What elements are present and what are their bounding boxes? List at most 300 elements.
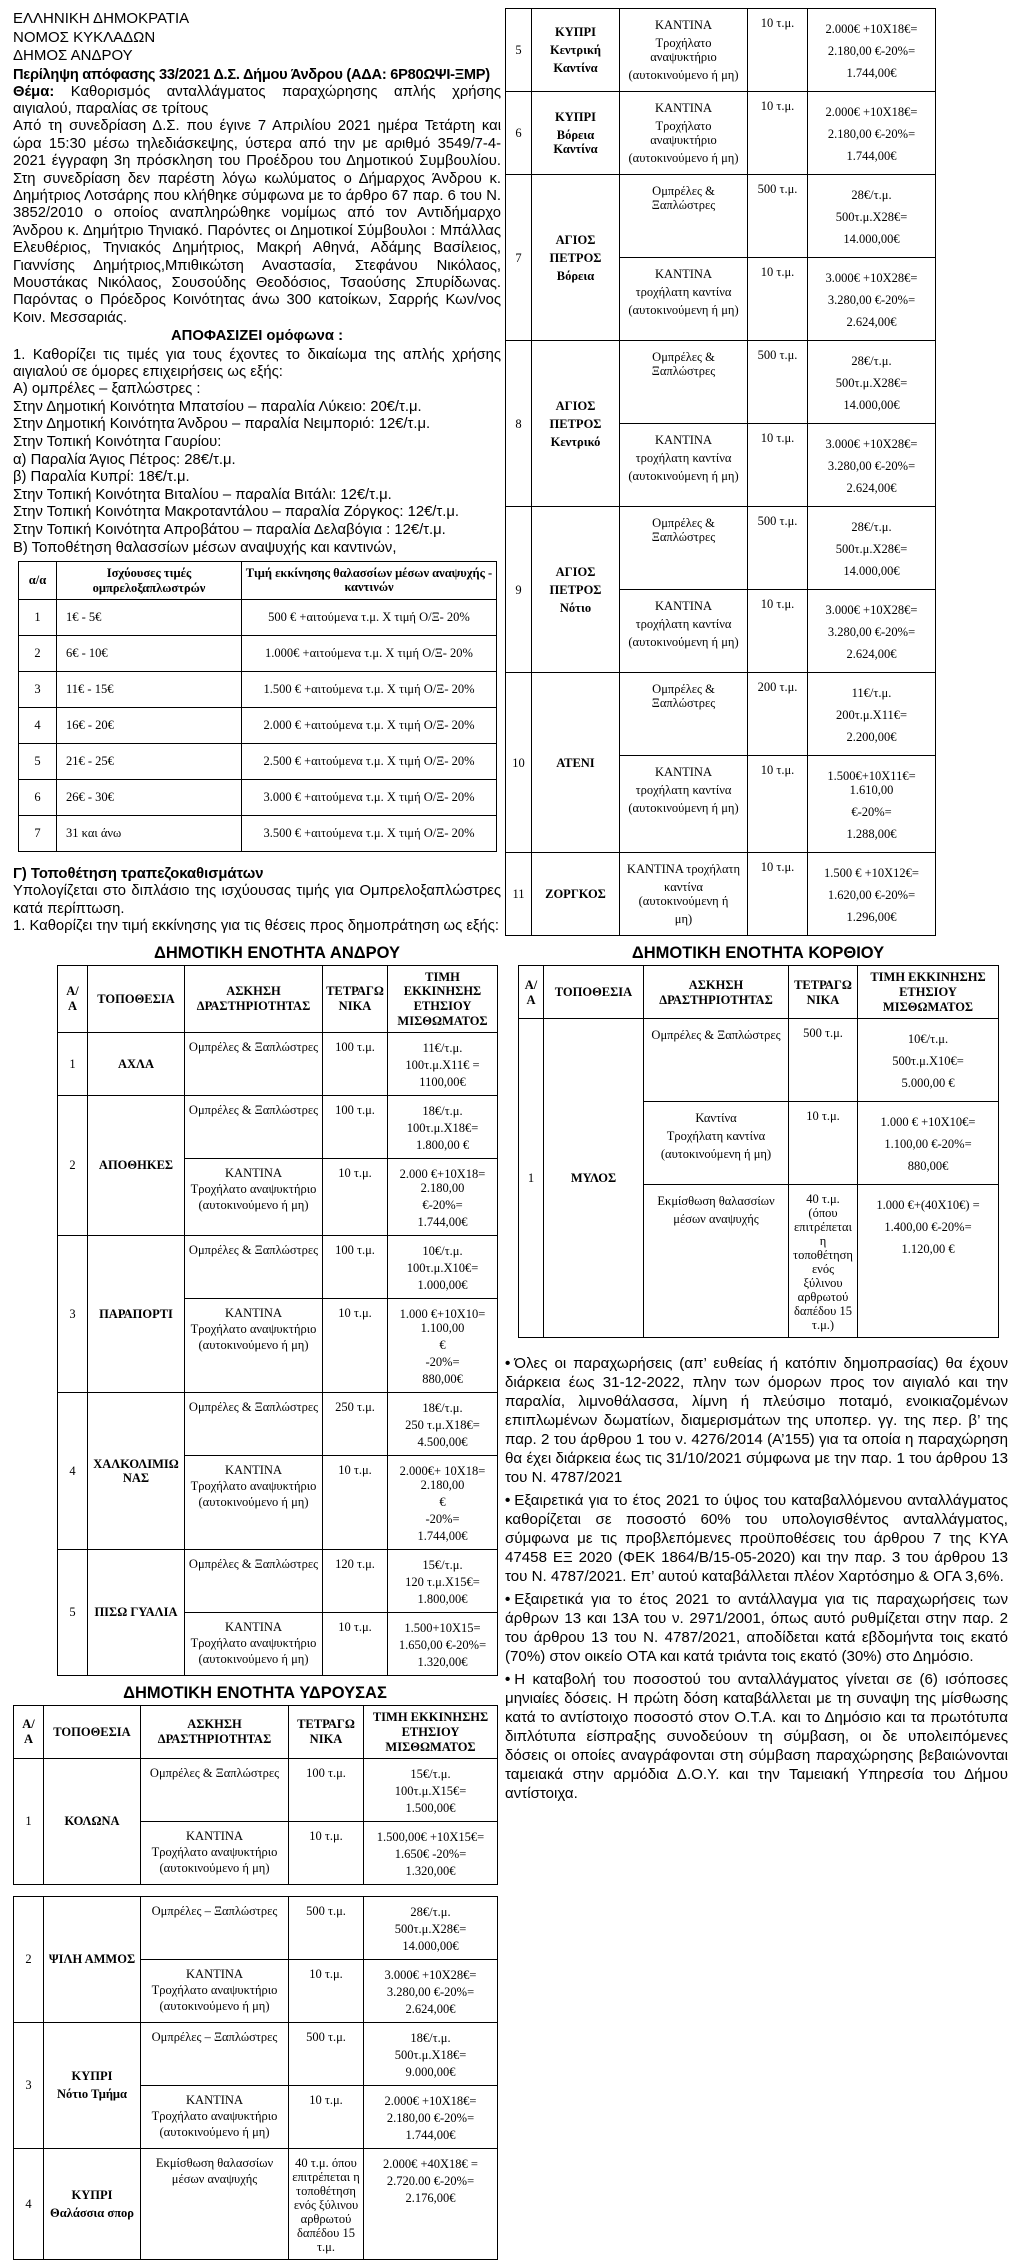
- section-c-item: 1. Καθορίζει την τιμή εκκίνησης για τις θέσεις προς δημοπράτηση ως εξής:: [13, 918, 500, 935]
- price-line: 1.744,00€: [846, 66, 897, 80]
- price-cell: [364, 1821, 498, 1884]
- table-row: [506, 853, 936, 936]
- price-range-cell: 31 και άνω: [57, 815, 242, 851]
- row-number-cell: 6: [506, 92, 532, 175]
- price-line: 10€/τ.μ.: [422, 1243, 463, 1258]
- price-line: 1100,00€: [419, 1074, 466, 1089]
- activity-cell: [185, 1158, 323, 1235]
- note-text: Η καταβολή του ποσοστού του ανταλλάγματος γίνεται σε (6) ισόποσες μηνιαίες δόσεις. Η πρώτη δόση καταβάλλεται με τη συναψη της μίσθωσης κατά το αντίστοιχο ποσοστό στον Ο.Τ.Α. και το Δημόσιο και τα πρωτότυπα διπλότυπα είσπραξης συνοδεύουν τη σύμβαση, οι δε υπολειπόμενες δόσεις οι οποίες αναγράφονται στη σύμβαση παραχώρησης βεβαιώνονται ταμειακά στην αρμόδια Δ.Ο.Υ. και την Ταμειακή Υπηρεσία του Δήμου αντίστοιχα.: [505, 1671, 1008, 1802]
- price-range-cell: 26€ - 30€: [57, 779, 242, 815]
- location-line: Βόρεια Καντίνα: [553, 128, 598, 156]
- price-line: 14.000,00€: [843, 232, 900, 246]
- location-line: Καντίνα: [553, 61, 598, 75]
- table-header: [519, 966, 999, 1019]
- korthiou-section: [518, 944, 998, 1338]
- area-cell: [748, 341, 808, 424]
- note-text: Εξαιρετικά για το έτος 2021 το ύψος του καταβαλλόμενου ανταλλάγματος καθορίζεται σε ποσοστό 60% του υπολογισθέντος ανταλλάγματος, σύμφωνα με τις προβλεπόμενες προϋποθέσεις του άρθρου 7 της ΚΥΑ 47458 ΕΞ 2020 (ΦΕΚ 1864/Β/15-05-2020) και την παρ. 3 του άρθρου 13 του Ν. 4787/2021. Επ’ αυτού καταβάλλεται πλέον Χαρτόσημο & ΟΓΑ 3,6%.: [505, 1492, 1008, 1585]
- price-line: 2.000€+ 10Χ18= 2.180,00: [399, 1463, 486, 1492]
- activity-cell: [620, 341, 748, 424]
- header-line: ΤΙΜΗ ΕΚΚΙΝΗΣΗΣ: [870, 970, 986, 984]
- agency-line: ΔΗΜΟΣ ΑΝΔΡΟΥ: [13, 47, 133, 64]
- price-line: 28€/τ.μ.: [851, 354, 892, 368]
- price-range-cell: 1€ - 5€: [57, 599, 242, 635]
- row-number-cell: 6: [19, 779, 57, 815]
- price-line: 1.000 €+10Χ10= 1.100,00: [399, 1306, 486, 1335]
- header-line: ΔΡΑΣΤΗΡΙΟΤΗΤΑΣ: [196, 999, 311, 1014]
- price-line: 1.620,00 €-20%=: [827, 888, 916, 902]
- note-text: Όλες οι παραχωρήσεις (απ’ ευθείας ή κατόπιν δημοπρασίας) θα έχουν διάρκεια έως 31-12-2022, πλην των όμορων προς τον αιγιαλό και την παραλία, λιμνοθάλασσα, λίμνη ή πλεύσιμο ποταμό, ενοικιαζομένων επιπλωμένων δωματίων, διαμερισμάτων της υποπερ. γγ. της περ. β’ της παρ. 2 του άρθρου 1 του ν. 4276/2014 (Α’155) για τα οποία η παραχώρηση θα έχει διάρκεια έως τις 31/10/2021 σύμφωνα με την παρ. 1 του άρθρου 13 του Ν. 4787/2021: [505, 1355, 1008, 1486]
- column-header: [185, 965, 323, 1032]
- column-header: [519, 966, 544, 1019]
- price-line: 1.000,00€: [417, 1277, 468, 1292]
- row-number-cell: 4: [19, 707, 57, 743]
- area-cell: [289, 2085, 364, 2148]
- location-line: Νότιο Τμήμα: [56, 2087, 127, 2102]
- price-line: 28€/τ.μ.: [851, 520, 892, 534]
- price-line: 500τ.μ.Χ28€=: [835, 376, 908, 390]
- note-paragraph: [505, 1491, 1008, 1586]
- table-row: [58, 1235, 498, 1298]
- header-line: Ισχύουσες τιμές: [106, 565, 192, 580]
- price-line: 1.800,00 €: [415, 1137, 470, 1152]
- area-line: 10 τ.μ.: [338, 1462, 372, 1477]
- price-range-cell: 21€ - 25€: [57, 743, 242, 779]
- activity-line: (αυτοκινούμενο ή μη): [159, 2124, 270, 2139]
- column-header: [544, 966, 644, 1019]
- price-line: €: [439, 1337, 446, 1352]
- activity-cell: [620, 853, 748, 936]
- area-cell: [748, 853, 808, 936]
- area-line: 10 τ.μ.: [309, 1966, 343, 1981]
- area-cell: [748, 424, 808, 507]
- table-row: [58, 1549, 498, 1612]
- price-line: 2.000€ +10Χ18€=: [825, 22, 918, 36]
- price-cell: [364, 1758, 498, 1821]
- price-range-cell: 6€ - 10€: [57, 635, 242, 671]
- price-cell: [858, 1185, 999, 1338]
- header-line: ΕΤΗΣΙΟΥ: [413, 998, 472, 1013]
- activity-line: ΚΑΝΤΙΝΑ: [225, 1165, 282, 1180]
- activity-cell: [141, 1758, 289, 1821]
- price-line: 14.000,00€: [402, 1938, 459, 1953]
- location-line: ΠΙΣΩ ΓΥΑΛΙΑ: [94, 1605, 178, 1620]
- bullet-icon: •: [505, 1355, 511, 1372]
- area-cell: [289, 2148, 364, 2259]
- price-line: 3.000€ +10Χ28€=: [384, 1967, 477, 1982]
- column-header: [242, 561, 497, 599]
- price-line: 100τ.μ.Χ11€ =: [405, 1057, 480, 1072]
- price-line: 500τ.μ.Χ18€=: [394, 2047, 467, 2062]
- table-row: [506, 92, 936, 175]
- header-line: Α: [67, 999, 78, 1014]
- header-line: Α: [526, 992, 536, 1007]
- row-number-cell: 11: [506, 853, 532, 936]
- location-line: Κεντρική: [549, 43, 601, 57]
- price-line: 1.650€ -20%=: [394, 1846, 467, 1861]
- area-cell: [289, 2022, 364, 2085]
- activity-line: ΚΑΝΤΙΝΑ: [655, 765, 712, 779]
- activity-line: (αυτοκινούμενο ή μη): [198, 1337, 309, 1352]
- area-cell: [289, 1959, 364, 2022]
- price-line: 2.624,00€: [846, 315, 897, 329]
- section-c-title: Γ) Τοποθέτηση τραπεζοκαθισμάτων: [13, 865, 264, 882]
- ydrousas-section-title: ΔΗΜΟΤΙΚΗ ΕΝΟΤΗΤΑ ΥΔΡΟΥΣΑΣ: [123, 1683, 387, 1702]
- location-cell: [532, 673, 620, 853]
- header-line: Α/: [22, 1717, 35, 1732]
- header-line: ΤΟΠΟΘΕΣΙΑ: [554, 985, 633, 999]
- location-cell: [532, 175, 620, 341]
- price-cell: [388, 1158, 498, 1235]
- decision-intro: 1. Καθορίζει τις τιμές για τους έχοντες το δικαίωμα της απλής χρήσης αιγιαλού σε όμορες επιχειρήσεις ως εξής:: [13, 346, 501, 380]
- activity-line: ΚΑΝΤΙΝΑ τροχήλατη: [626, 862, 741, 876]
- price-cell: [858, 1102, 999, 1185]
- table-row: [519, 1019, 999, 1102]
- table-row: [19, 707, 497, 743]
- table-row: [58, 1095, 498, 1158]
- area-cell: [323, 1235, 388, 1298]
- activity-line: Τροχήλατο αναψυκτήριο: [190, 1321, 317, 1336]
- list-item: Στην Δημοτική Κοινότητα Άνδρου – παραλία Νειμποριό: 12€/τ.μ.: [13, 416, 431, 433]
- price-table: [18, 561, 497, 852]
- location-line: ΚΥΠΡΙ: [555, 110, 596, 124]
- table-row: [506, 673, 936, 756]
- column-header: [644, 966, 789, 1019]
- korthiou-section-title: ΔΗΜΟΤΙΚΗ ΕΝΟΤΗΤΑ ΚΟΡΘΙΟΥ: [631, 944, 885, 962]
- price-line: €: [439, 1494, 446, 1509]
- activity-line: Ομπρέλες – Ξαπλώστρες: [151, 2029, 278, 2044]
- price-line: 1.000 € +10Χ10€=: [880, 1115, 976, 1129]
- activity-line: Τροχήλατο αναψυκτήριο: [190, 1635, 317, 1650]
- location-cell: [88, 1095, 185, 1235]
- price-line: 14.000,00€: [843, 398, 900, 412]
- header-row: [19, 561, 497, 599]
- price-cell: [388, 1095, 498, 1158]
- activity-cell: [185, 1392, 323, 1455]
- price-line: 1.120,00 €: [901, 1242, 955, 1256]
- price-line: 500τ.μ.Χ10€=: [892, 1054, 964, 1068]
- activity-cell: [620, 424, 748, 507]
- starting-price-cell: 2.000 € +αιτούμενα τ.μ. Χ τιμή Ο/Ξ- 20%: [242, 707, 497, 743]
- location-cell: [44, 2022, 141, 2148]
- header-line: ΤΟΠΟΘΕΣΙΑ: [53, 1724, 131, 1739]
- column-header: [88, 965, 185, 1032]
- table-row: [19, 815, 497, 851]
- header-row: [14, 1705, 498, 1758]
- continuation-table: [505, 8, 935, 936]
- activity-line: ΚΑΝΤΙΝΑ: [655, 267, 712, 281]
- price-line: 2.180,00 €-20%=: [386, 2110, 475, 2125]
- activity-line: ΚΑΝΤΙΝΑ: [655, 599, 712, 613]
- price-line: 18€/τ.μ.: [422, 1103, 463, 1118]
- location-line: ΠΕΤΡΟΣ: [549, 250, 602, 265]
- area-cell: [748, 507, 808, 590]
- activity-cell: [185, 1549, 323, 1612]
- activity-cell: [644, 1019, 789, 1102]
- activity-line: Εκμίσθωση θαλασσίων: [155, 2155, 274, 2170]
- location-cell: [88, 1392, 185, 1549]
- activity-line: (αυτοκινούμενο ή μη): [159, 1998, 270, 2013]
- row-number-cell: 1: [14, 1758, 44, 1884]
- area-line: 10 τ.μ.: [806, 1109, 840, 1123]
- section-a-list: [13, 399, 501, 540]
- decision-summary-title: Περίληψη απόφασης 33/2021 Δ.Σ. Δήμου Άνδρου (ΑΔΑ: 6Ρ80ΩΨΙ-ΞΜΡ): [13, 66, 490, 83]
- price-line: 2.000€ +10Χ18€=: [384, 2093, 477, 2108]
- price-range-cell: 11€ - 15€: [57, 671, 242, 707]
- notes-list: [505, 1354, 1008, 1803]
- activity-line: Ομπρέλες & Ξαπλώστρες: [651, 184, 716, 212]
- price-line: 3.280,00 €-20%=: [827, 625, 916, 639]
- activity-line: ΚΑΝΤΙΝΑ: [655, 18, 712, 32]
- list-item: α) Παραλία Άγιος Πέτρος: 28€/τ.μ.: [13, 451, 236, 468]
- agency-line: ΕΛΛΗΝΙΚΗ ΔΗΜΟΚΡΑΤΙΑ: [13, 10, 190, 27]
- activity-cell: [141, 2085, 289, 2148]
- price-line: 15€/τ.μ.: [422, 1557, 463, 1572]
- table-row: [506, 507, 936, 590]
- activity-line: Ομπρέλες & Ξαπλώστρες: [188, 1102, 319, 1117]
- area-line: 100 τ.μ.: [335, 1102, 375, 1117]
- area-cell: [748, 673, 808, 756]
- andros-table: [57, 965, 497, 1676]
- header-line: ΤΕΤΡΑΓΩ: [297, 1717, 355, 1732]
- price-line: 120 τ.μ.Χ15€=: [405, 1574, 480, 1589]
- price-line: 9.000,00€: [405, 2064, 456, 2079]
- price-line: 500τ.μ.Χ28€=: [835, 210, 908, 224]
- location-line: ΚΥΠΡΙ: [555, 25, 596, 39]
- price-line: 1.744,00€: [846, 149, 897, 163]
- location-line: ΑΓΙΟΣ: [555, 564, 596, 579]
- activity-line: (αυτοκινούμενο ή μη): [198, 1494, 309, 1509]
- area-line: 10 τ.μ.: [760, 763, 795, 777]
- decision-heading: ΑΠΟΦΑΣΙΖΕΙ ομόφωνα :: [170, 328, 343, 345]
- price-cell: [388, 1298, 498, 1392]
- activity-line: ΚΑΝΤΙΝΑ: [225, 1305, 282, 1320]
- activity-line: (αυτοκινούμενο ή μη): [159, 1860, 270, 1875]
- row-number-cell: 3: [58, 1235, 88, 1392]
- activity-line: Τροχήλατο αναψυκτήριο: [151, 2108, 278, 2123]
- activity-cell: [620, 175, 748, 258]
- activity-line: (αυτοκινούμενη ή μη): [628, 635, 739, 649]
- activity-cell: [141, 1896, 289, 1959]
- price-line: 1.000 €+(40Χ10€) =: [876, 1198, 980, 1212]
- price-cell: [364, 1896, 498, 1959]
- area-line: 500 τ.μ.: [757, 348, 798, 362]
- area-cell: [323, 1392, 388, 1455]
- subject-text: Καθορισμός ανταλλάγματος παραχώρησης απλής χρήσης αιγιαλού, παραλίας σε τρίτους: [13, 83, 501, 117]
- activity-line: καντίνα (αυτοκινούμενη ή: [638, 880, 729, 908]
- location-line: ΠΕΤΡΟΣ: [549, 582, 602, 597]
- price-cell: [388, 1549, 498, 1612]
- starting-price-cell: 2.500 € +αιτούμενα τ.μ. Χ τιμή Ο/Ξ- 20%: [242, 743, 497, 779]
- price-cell: [808, 507, 936, 590]
- activity-line: μη): [674, 912, 693, 926]
- list-item: Στην Τοπική Κοινότητα Βιταλίου – παραλία Βιτάλι: 12€/τ.μ.: [13, 486, 392, 503]
- agency-header: [13, 10, 501, 66]
- activity-cell: [620, 258, 748, 341]
- area-line: 10 τ.μ.: [309, 1828, 343, 1843]
- activity-line: (αυτοκινούμενη ή μη): [628, 469, 739, 483]
- header-line: ΕΤΗΣΙΟΥ: [899, 985, 957, 999]
- price-line: 1.744,00€: [405, 2127, 456, 2142]
- header-line: ομπρελοξαπλωστρών: [92, 580, 206, 595]
- header-line: α/α: [28, 573, 47, 588]
- column-header: [289, 1705, 364, 1758]
- location-cell: [88, 1032, 185, 1095]
- area-cell: [789, 1185, 858, 1338]
- price-line: 1.100,00 €-20%=: [884, 1137, 972, 1151]
- price-line: 14.000,00€: [843, 564, 900, 578]
- activity-line: τροχήλατη καντίνα: [635, 285, 732, 299]
- table-row: [14, 1896, 498, 1959]
- row-number-cell: 1: [58, 1032, 88, 1095]
- row-number-cell: 2: [58, 1095, 88, 1235]
- price-line: 1.320,00€: [417, 1654, 468, 1669]
- activity-cell: [185, 1455, 323, 1549]
- area-line: 100 τ.μ.: [335, 1242, 375, 1257]
- list-item: Στην Τοπική Κοινότητα Γαυρίου:: [13, 434, 222, 450]
- area-line: 10 τ.μ.: [760, 16, 795, 30]
- price-line: 500τ.μ.Χ28€=: [394, 1921, 467, 1936]
- price-line: 100τ.μ.Χ10€=: [406, 1260, 479, 1275]
- location-line: ΚΟΛΩΝΑ: [64, 1814, 120, 1829]
- location-line: Βόρεια: [556, 268, 595, 283]
- activity-cell: [620, 92, 748, 175]
- header-line: ΜΙΣΘΩΜΑΤΟΣ: [882, 1000, 974, 1014]
- korthiou-table: [518, 965, 998, 1338]
- header-line: Α/: [524, 977, 538, 992]
- activity-line: ΚΑΝΤΙΝΑ: [186, 1828, 243, 1843]
- location-line: ΑΤΕΝΙ: [556, 755, 595, 770]
- area-cell: [323, 1095, 388, 1158]
- table-row: [19, 779, 497, 815]
- activity-line: τροχήλατη καντίνα: [635, 783, 732, 797]
- list-item: Στην Τοπική Κοινότητα Μακροταντάλου – παραλία Ζόργκος: 12€/τ.μ.: [13, 504, 460, 521]
- area-line: 10 τ.μ.: [309, 2092, 343, 2107]
- activity-cell: [141, 2148, 289, 2259]
- activity-cell: [185, 1095, 323, 1158]
- area-line: 10 τ.μ.: [338, 1619, 372, 1634]
- right-column: [505, 8, 1008, 1807]
- location-cell: [44, 2148, 141, 2259]
- price-line: 1.500,00€: [405, 1800, 456, 1815]
- subject-label: Θέμα:: [13, 83, 55, 100]
- activity-line: ΚΑΝΤΙΝΑ: [186, 2092, 243, 2107]
- list-item: Στην Δημοτική Κοινότητα Μπατσίου – παραλία Λύκειο: 20€/τ.μ.: [13, 398, 422, 415]
- activity-line: ΚΑΝΤΙΝΑ: [225, 1619, 282, 1634]
- column-header: [19, 561, 57, 599]
- bullet-icon: •: [505, 1591, 511, 1608]
- price-line: 880,00€: [422, 1371, 463, 1386]
- price-cell: [388, 1032, 498, 1095]
- activity-line: (αυτοκινούμενο ή μη): [198, 1651, 309, 1666]
- municipal-table: [57, 965, 498, 1676]
- table-row: [58, 1392, 498, 1455]
- price-line: 3.000€ +10Χ28€=: [825, 437, 918, 451]
- row-number-cell: 3: [19, 671, 57, 707]
- header-row: [58, 965, 498, 1032]
- note-paragraph: [505, 1670, 1008, 1803]
- price-line: 18€/τ.μ.: [422, 1400, 463, 1415]
- price-cell: [808, 424, 936, 507]
- price-cell: [388, 1455, 498, 1549]
- table-row: [14, 1758, 498, 1821]
- starting-price-cell: 3.500 € +αιτούμενα τ.μ. Χ τιμή Ο/Ξ- 20%: [242, 815, 497, 851]
- price-cell: [808, 673, 936, 756]
- header-line: ΑΣΚΗΣΗ: [688, 977, 744, 992]
- price-line: 3.280,00 €-20%=: [827, 459, 916, 473]
- price-line: 500τ.μ.Χ28€=: [835, 542, 908, 556]
- section-c-text: Υπολογίζεται στο διπλάσιο της ισχύουσας τιμής για Ομπρελοξαπλώστρες κατά περίπτωση.: [13, 883, 501, 917]
- area-cell: [748, 590, 808, 673]
- price-line: 28€/τ.μ.: [851, 188, 892, 202]
- price-line: 1.400,00 €-20%=: [884, 1220, 972, 1234]
- area-line: 500 τ.μ.: [757, 182, 798, 196]
- andros-section: [57, 944, 497, 1676]
- header-line: ΜΙΣΘΩΜΑΤΟΣ: [385, 1739, 476, 1754]
- area-line: 10 τ.μ.: [338, 1165, 372, 1180]
- area-line: 10 τ.μ.: [760, 860, 795, 874]
- header-line: ΜΙΣΘΩΜΑΤΟΣ: [397, 1013, 488, 1028]
- row-number-cell: 5: [506, 9, 532, 92]
- price-table-header: [19, 561, 497, 599]
- price-cell: [364, 1959, 498, 2022]
- row-number-cell: 1: [19, 599, 57, 635]
- activity-cell: [141, 1959, 289, 2022]
- area-line: 120 τ.μ.: [335, 1556, 375, 1571]
- area-line: 10 τ.μ.: [338, 1305, 372, 1320]
- location-line: ΜΥΛΟΣ: [570, 1171, 617, 1185]
- row-number-cell: 1: [519, 1019, 544, 1338]
- activity-line: μέσων αναψυχής: [673, 1212, 759, 1226]
- price-line: 1.288,00€: [846, 827, 897, 841]
- activity-line: ΚΑΝΤΙΝΑ: [186, 1966, 243, 1981]
- price-line: 2.000€ +40Χ18€ =: [382, 2156, 478, 2171]
- activity-line: Τροχήλατο αναψυκτήριο: [151, 1982, 278, 1997]
- header-line: ΝΙΚΑ: [309, 1732, 343, 1747]
- table-row: [19, 635, 497, 671]
- location-cell: [532, 507, 620, 673]
- area-cell: [748, 756, 808, 853]
- price-line: 1.500+10Χ15=: [404, 1620, 481, 1635]
- agency-line: ΝΟΜΟΣ ΚΥΚΛΑΔΩΝ: [13, 28, 156, 46]
- price-line: 10€/τ.μ.: [907, 1032, 949, 1046]
- table-header: [14, 1705, 498, 1758]
- activity-line: Τροχήλατο αναψυκτήριο: [190, 1181, 317, 1196]
- activity-line: μέσων αναψυχής: [171, 2171, 258, 2186]
- price-cell: [858, 1019, 999, 1102]
- location-line: ΑΧΛΑ: [117, 1056, 155, 1071]
- area-line: 500 τ.μ.: [757, 514, 798, 528]
- area-cell: [748, 92, 808, 175]
- location-line: ΚΥΠΡΙ: [71, 2069, 113, 2084]
- activity-cell: [185, 1235, 323, 1298]
- activity-cell: [185, 1298, 323, 1392]
- location-line: ΚΥΠΡΙ: [71, 2187, 113, 2202]
- activity-line: (αυτοκινούμενη ή μη): [628, 303, 739, 317]
- price-line: 11€/τ.μ.: [422, 1040, 463, 1055]
- price-cell: [364, 2148, 498, 2259]
- note-paragraph: [505, 1354, 1008, 1487]
- column-header: [141, 1705, 289, 1758]
- table-row: [19, 599, 497, 635]
- price-line: 1.744,00€: [417, 1214, 468, 1229]
- price-line: 1.744,00€: [417, 1528, 468, 1543]
- note-text: Εξαιρετικά για το έτος 2021 το αντάλλαγμα για τις παραχωρήσεις των άρθρων 13 και 13Α του ν. 2971/2001, όπως αυτό ρυθμίζεται στην παρ. 2 του άρθρου 13 του Ν. 4787/2021, αποδίδεται κατά εβδομήντα τοις εκατό (70%) στον οικείο ΟΤΑ και κατά τριάντα τοις εκατό (30%) στο Δημόσιο.: [505, 1591, 1008, 1665]
- area-line: 40 τ.μ. (όπου επιτρέπεται η τοποθέτηση ενός ξύλινου αρθρωτού δαπέδου 15 τ.μ.): [793, 1192, 853, 1332]
- price-line: 1.296,00€: [846, 910, 897, 924]
- header-row: [519, 966, 999, 1019]
- table-row: [19, 743, 497, 779]
- price-line: 3.000€ +10Χ28€=: [825, 603, 918, 617]
